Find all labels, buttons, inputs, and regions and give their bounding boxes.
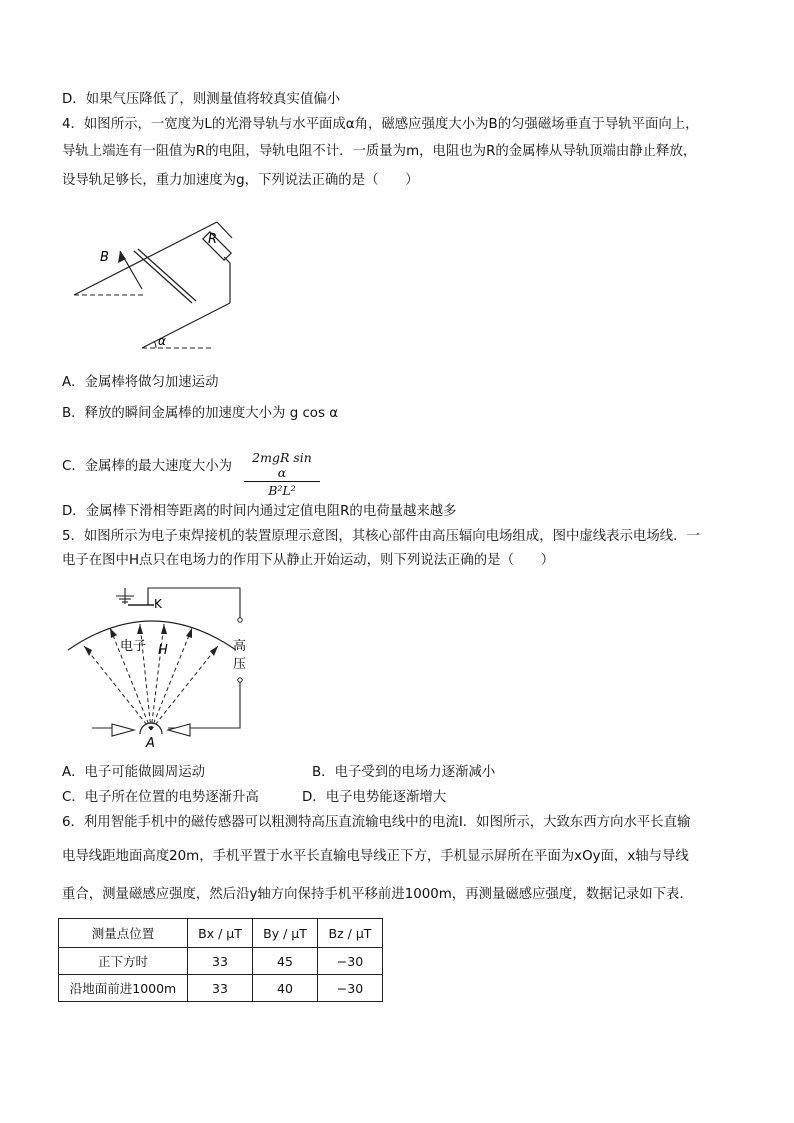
fraction-denominator: B²L² (268, 483, 296, 498)
label-h: H (158, 643, 168, 658)
b-field-arrow-icon (118, 251, 126, 263)
q3-option-d: D．如果气压降低了，则测量值将较真实值偏小 (62, 92, 341, 107)
label-r: R (208, 232, 218, 247)
label-b: B (100, 250, 109, 265)
q6-stem-line1: 6．利用智能手机中的磁传感器可以粗测特高压直流输电线中的电流I．如图所示，大致东西方向水平长直输 (62, 815, 691, 830)
header-cell: Bz / μT (318, 919, 383, 948)
label-a: A (146, 736, 155, 751)
q4-option-c: C．金属棒的最大速度大小为 (62, 459, 233, 474)
table-cell: 正下方时 (59, 948, 188, 975)
q5-option-a: A．电子可能做圆周运动 (62, 765, 206, 780)
label-k: K (154, 597, 162, 611)
q6-data-table (58, 918, 383, 1002)
q4-option-d: D．金属棒下滑相等距离的时间内通过定值电阻R的电荷量越来越多 (62, 504, 457, 519)
header-cell: By / μT (253, 919, 318, 948)
table-cell: −30 (318, 975, 383, 1002)
label-voltage: 压 (233, 657, 247, 672)
q5-option-d: D．电子电势能逐渐增大 (302, 790, 447, 805)
table-cell: 沿地面前进1000m (59, 975, 188, 1002)
table-row (59, 975, 383, 1002)
q4-option-b: B．释放的瞬间金属棒的加速度大小为 g cos α (62, 406, 339, 421)
table-cell: 33 (188, 948, 253, 975)
q4-stem-line1: 4．如图所示，一宽度为L的光滑导轨与水平面成α角，磁感应强度大小为B的匀强磁场垂直于导轨平面向上， (62, 117, 699, 132)
q5-option-c: C．电子所在位置的电势逐渐升高 (62, 790, 259, 805)
q6-stem-line2: 电导线距地面高度20m，手机平置于水平长直输电导线正下方，手机显示屏所在平面为xOy面，x轴与导线 (62, 849, 689, 864)
label-high: 高 (233, 639, 247, 654)
q4-option-c-fraction (244, 450, 320, 498)
label-alpha: α (158, 334, 166, 348)
label-electron: 电子 (120, 639, 147, 654)
q6-stem-line3: 重合，测量磁感应强度，然后沿y轴方向保持手机平移前进1000m，再测量磁感应强度，数据记录如下表． (62, 887, 693, 902)
header-cell: 测量点位置 (59, 919, 188, 948)
q5-stem-line2: 电子在图中H点只在电场力的作用下从静止开始运动，则下列说法正确的是（ ） (62, 553, 555, 568)
fraction-numerator: 2mgR sin α (244, 450, 320, 482)
q5-welding-figure (62, 580, 262, 755)
q5-stem-line1: 5．如图所示为电子束焊接机的装置原理示意图，其核心部件由高压辐向电场组成，图中虚线表示电场线．一 (62, 529, 700, 544)
header-cell: Bx / μT (188, 919, 253, 948)
q5-option-b: B．电子受到的电场力逐渐减小 (312, 765, 496, 780)
table-cell: 40 (253, 975, 318, 1002)
table-row (59, 948, 383, 975)
table-header-row (59, 919, 383, 948)
table-cell: 33 (188, 975, 253, 1002)
table-cell: −30 (318, 948, 383, 975)
q4-stem-line2: 导轨上端连有一阻值为R的电阻，导轨电阻不计．一质量为m，电阻也为R的金属棒从导轨顶端由静止释放， (62, 144, 697, 159)
table-cell: 45 (253, 948, 318, 975)
q4-stem-line3: 设导轨足够长，重力加速度为g，下列说法正确的是（ ） (62, 173, 419, 188)
q4-option-a: A．金属棒将做匀加速运动 (62, 375, 219, 390)
q4-incline-figure (62, 205, 242, 360)
